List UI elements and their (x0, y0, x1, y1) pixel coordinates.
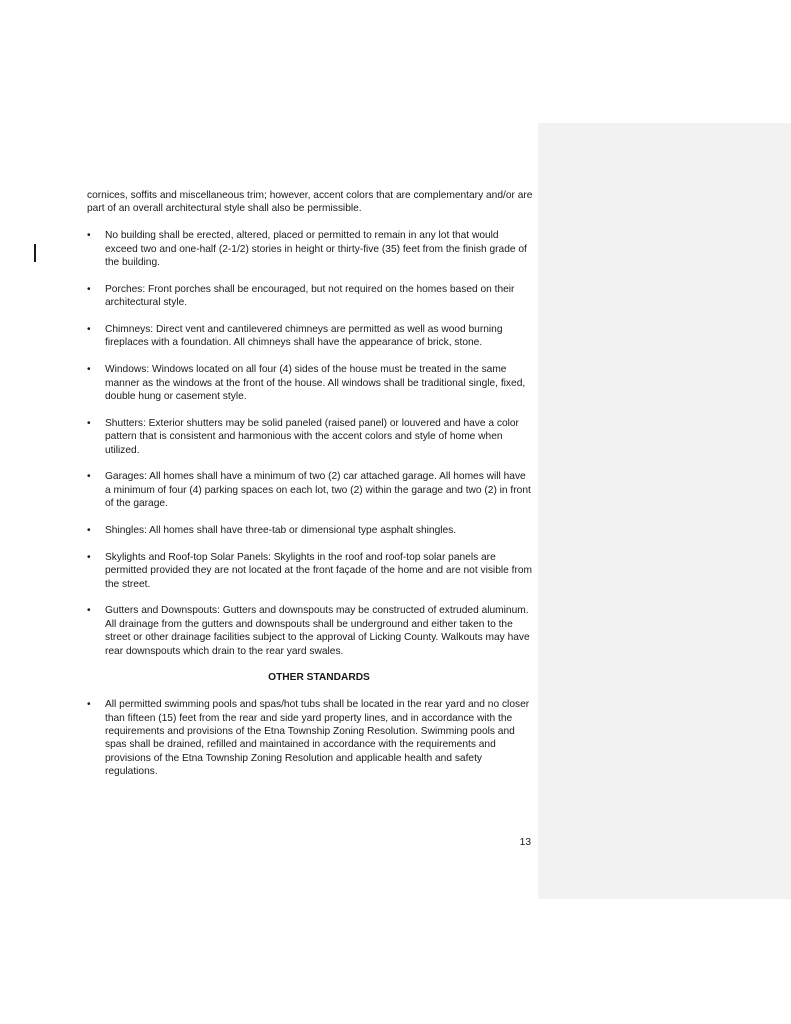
page-number: 13 (519, 837, 531, 848)
list-item-text: Porches: Front porches shall be encouraged, but not required on the homes based on their architectural style. (105, 283, 515, 309)
list-item (87, 363, 533, 403)
bullet-icon: • (87, 283, 91, 295)
list-item-text: Garages: All homes shall have a minimum of two (2) car attached garage. All homes will have a minimum of four (4) parking spaces on each lot, two (2) within the garage and two (2) in front of the garage. (105, 471, 531, 510)
document-body (87, 189, 533, 779)
continuation-paragraph: cornices, soffits and miscellaneous trim; however, accent colors that are complementary and/or are part of an overall architectural style shall also be permissible. (87, 190, 533, 215)
list-item (87, 323, 533, 350)
list-item-text: No building shall be erected, altered, placed or permitted to remain in any lot that would exceed two and one-half (2-1/2) stories in height or thirty-five (35) feet from the finish grade of the building. (105, 230, 527, 269)
list-item (87, 604, 533, 658)
list-item-text: Skylights and Roof-top Solar Panels: Skylights in the roof and roof-top solar panels are permitted provided they are not located at the front façade of the home and are not visible from the street. (105, 551, 532, 590)
bullet-icon: • (87, 605, 91, 617)
bullet-icon: • (87, 417, 91, 429)
list-item (87, 283, 533, 310)
list-item-text: Shutters: Exterior shutters may be solid paneled (raised panel) or louvered and have a color pattern that is consistent and harmonious with the accent colors and style of home when utilized. (105, 417, 519, 456)
list-item (87, 524, 533, 537)
bullet-icon: • (87, 699, 91, 711)
bullet-icon: • (87, 471, 91, 483)
list-item-text: All permitted swimming pools and spas/hot tubs shall be located in the rear yard and no closer than fifteen (15) feet from the rear and side yard property lines, and in accordance with the requirements and provisions of the Etna Township Zoning Resolution. Swimming pools and spas shall be drained, refilled and maintained in accordance with the requirements and provisions of the Etna Township Zoning Resolution and applicable health and safety regulations. (105, 699, 530, 778)
section-heading: OTHER STANDARDS (268, 672, 370, 684)
list-item-text: Gutters and Downspouts: Gutters and downspouts may be constructed of extruded aluminum. All drainage from the gutters and downspouts shall be underground and either taken to the street or other drainage facilities subject to the approval of Licking County. Walkouts may have rear downspouts which drain to the rear yard swales. (105, 605, 530, 657)
change-bar (34, 244, 36, 262)
bullet-icon: • (87, 324, 91, 336)
list-item-text: Windows: Windows located on all four (4) sides of the house must be treated in the same manner as the windows at the front of the house. All windows shall be traditional single, fixed, double hung or casement style. (105, 364, 526, 403)
list-item-text: Chimneys: Direct vent and cantilevered chimneys are permitted as well as wood burning fireplaces with a foundation. All chimneys shall have the appearance of brick, stone. (105, 324, 503, 349)
bullet-icon: • (87, 551, 91, 563)
list-item (87, 229, 533, 269)
bullet-icon: • (87, 230, 91, 242)
comment-pane (538, 123, 791, 899)
list-item (87, 698, 533, 778)
bullet-icon: • (87, 525, 91, 537)
bullet-icon: • (87, 364, 91, 376)
list-item-text: Shingles: All homes shall have three-tab or dimensional type asphalt shingles. (105, 525, 457, 537)
list-item (87, 470, 533, 510)
list-item (87, 417, 533, 457)
list-item (87, 551, 533, 591)
